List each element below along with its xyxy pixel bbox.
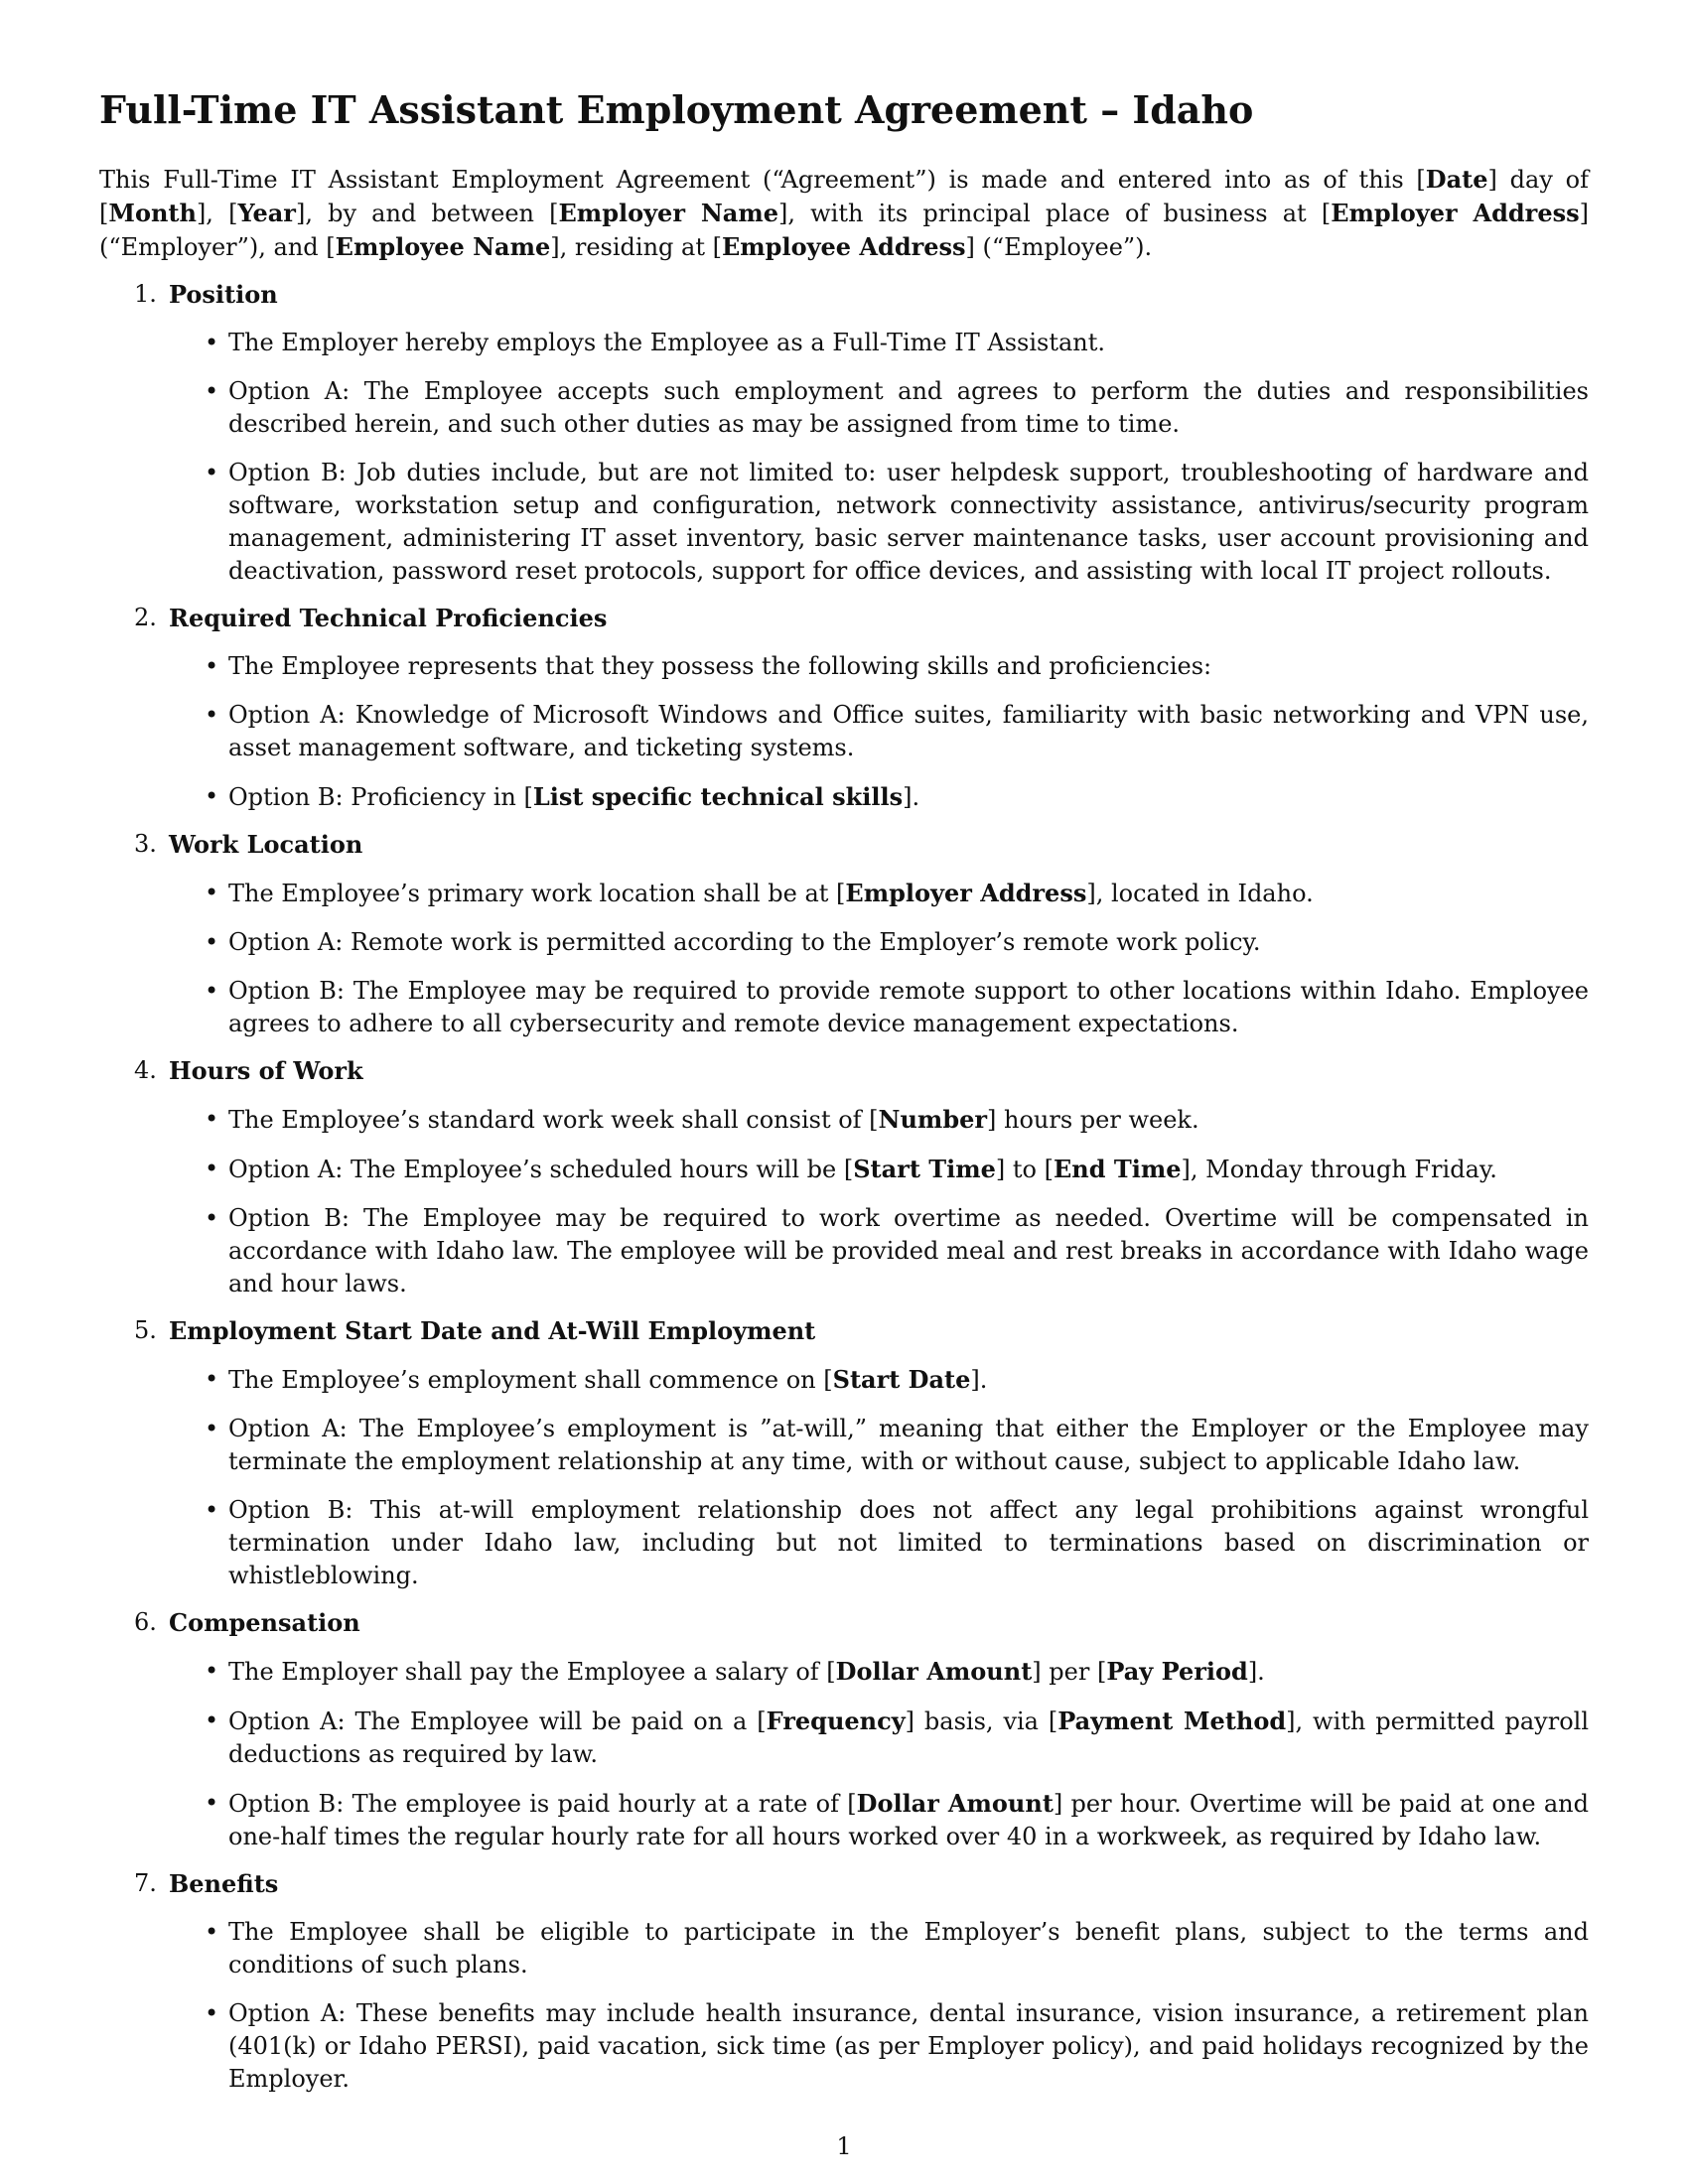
bullet-icon: •: [205, 376, 219, 405]
text-run: ], with permitted payroll deductions as required by law.: [228, 1706, 1590, 1768]
placeholder-field: Start Date: [832, 1364, 971, 1394]
placeholder-field: Number: [878, 1104, 988, 1134]
list-item: [169, 1153, 1589, 1186]
section-items: [169, 1655, 1589, 1853]
text-run: ] per hour. Overtime will be paid at one and one-half times the regular hourly rate for all hours worked over 40 in a workweek, as required by Idaho law.: [228, 1789, 1589, 1850]
sections-list: [99, 278, 1589, 2096]
bullet-icon: •: [205, 1154, 219, 1182]
text-run: Option A: The Employee’s employment is ”at-will,” meaning that either the Employer or the Employee may terminate the employment relationship at any time, with or without cause, subject to applicable Idaho law.: [228, 1414, 1589, 1475]
text-run: Option A: Knowledge of Microsoft Windows and Office suites, familiarity with basic networking and VPN use, asset management software, and ticketing systems.: [228, 700, 1589, 761]
section: [99, 278, 1589, 588]
text-run: ] basis, via [: [905, 1706, 1058, 1735]
text-run: Option B: The employee is paid hourly at a rate of [: [228, 1789, 857, 1818]
placeholder-field: Dollar Amount: [835, 1656, 1033, 1686]
text-run: The Employee represents that they possess the following skills and proficiencies:: [228, 651, 1212, 680]
section-items: [169, 1916, 1589, 2096]
bullet-icon: •: [205, 1998, 219, 2027]
bullet-icon: •: [205, 1495, 219, 1524]
section-items: [169, 877, 1589, 1040]
list-item: [169, 1494, 1589, 1592]
list-item: [169, 650, 1589, 683]
placeholder-field: Start Time: [853, 1154, 996, 1183]
list-item: [169, 1997, 1589, 2096]
text-run: ], [: [196, 199, 238, 227]
text-run: ] (“Employer”), and [: [99, 199, 1589, 261]
bullet-icon: •: [205, 1706, 219, 1734]
text-run: ] (“Employee”).: [965, 232, 1153, 261]
text-run: Option B: Proficiency in [: [228, 782, 533, 811]
bullet-icon: •: [205, 878, 219, 906]
intro-paragraph: [99, 163, 1589, 264]
section-number: 4.: [134, 1055, 157, 1084]
section-title: Employment Start Date and At-Will Employment: [169, 1315, 816, 1345]
document-title: Full-Time IT Assistant Employment Agreement – Idaho: [99, 87, 1254, 132]
list-item: [169, 699, 1589, 764]
section-title: Hours of Work: [169, 1055, 363, 1085]
text-run: ] day of [: [99, 165, 1590, 227]
section-title: Benefits: [169, 1868, 279, 1898]
section-items: [169, 650, 1589, 814]
list-item: [169, 457, 1589, 588]
list-item: [169, 780, 1589, 814]
text-run: ], residing at [: [550, 232, 722, 261]
text-run: The Employee’s primary work location shall be at [: [228, 879, 846, 907]
section-number: 5.: [134, 1315, 157, 1344]
section-items: [169, 1103, 1589, 1300]
section: [99, 828, 1589, 1040]
bullet-icon: •: [205, 328, 219, 356]
section-items: [169, 1363, 1589, 1592]
text-run: ] to [: [995, 1155, 1054, 1183]
bullet-icon: •: [205, 700, 219, 729]
text-run: Option B: This at-will employment relationship does not affect any legal prohibitions against wrongful termination under Idaho law, including but not limited to terminations based on discrimination or whistleblowing.: [228, 1495, 1589, 1589]
placeholder-field: End Time: [1053, 1154, 1182, 1183]
bullet-icon: •: [205, 1104, 219, 1133]
text-run: Option B: The Employee may be required to work overtime as needed. Overtime will be compensated in accordance with Idaho law. The employee will be provided meal and rest breaks in accordance with Idaho wage and hour laws.: [228, 1203, 1589, 1297]
placeholder-field: Pay Period: [1106, 1656, 1248, 1686]
list-item: [169, 1413, 1589, 1478]
list-item: [169, 1202, 1589, 1300]
placeholder-field: Date: [1425, 164, 1488, 194]
section: [99, 602, 1589, 814]
bullet-icon: •: [205, 1364, 219, 1393]
text-run: ] per [: [1032, 1657, 1107, 1686]
list-item: [169, 1705, 1589, 1771]
placeholder-field: Employee Name: [335, 231, 551, 261]
text-run: Option A: These benefits may include health insurance, dental insurance, vision insurance, a retirement plan (401(k) or Idaho PERSI), paid vacation, sick time (as per Employer policy), and paid holidays recognized by the Employer.: [228, 1998, 1589, 2093]
placeholder-field: Dollar Amount: [856, 1788, 1054, 1818]
text-run: ], Monday through Friday.: [1181, 1155, 1497, 1183]
list-item: [169, 1103, 1589, 1137]
bullet-icon: •: [205, 1656, 219, 1685]
text-run: Option A: Remote work is permitted according to the Employer’s remote work policy.: [228, 927, 1261, 956]
section-title: Work Location: [169, 829, 363, 859]
section-items: [169, 327, 1589, 588]
section-title: Compensation: [169, 1607, 360, 1637]
page-number: 1: [836, 2132, 852, 2160]
text-run: The Employee shall be eligible to participate in the Employer’s benefit plans, subject to the terms and conditions of such plans.: [228, 1917, 1589, 1979]
text-run: ], by and between [: [295, 199, 559, 227]
placeholder-field: Employer Name: [558, 198, 778, 227]
section: [99, 1314, 1589, 1592]
placeholder-field: Year: [237, 198, 296, 227]
text-run: ].: [970, 1365, 988, 1394]
list-item: [169, 375, 1589, 441]
placeholder-field: Payment Method: [1057, 1706, 1287, 1735]
list-item: [169, 1787, 1589, 1853]
section-title: Required Technical Proficiencies: [169, 603, 608, 632]
list-item: [169, 926, 1589, 959]
list-item: [169, 1655, 1589, 1689]
bullet-icon: •: [205, 927, 219, 956]
list-item: [169, 327, 1589, 359]
text-run: Option B: Job duties include, but are not limited to: user helpdesk support, troubleshooting of hardware and software, workstation setup and configuration, network connectivity assistance, antivirus/security program management, administering IT asset inventory, basic server maintenance tasks, user account provisioning and deactivation, password reset protocols, support for office devices, and assisting with local IT project rollouts.: [228, 458, 1589, 585]
text-run: Option A: The Employee will be paid on a [: [228, 1706, 767, 1735]
placeholder-field: Frequency: [766, 1706, 906, 1735]
bullet-icon: •: [205, 976, 219, 1005]
section-number: 7.: [134, 1868, 157, 1897]
list-item: [169, 1363, 1589, 1397]
list-item: [169, 1916, 1589, 1981]
text-run: The Employer hereby employs the Employee as a Full-Time IT Assistant.: [228, 328, 1105, 356]
text-run: Option A: The Employee’s scheduled hours will be [: [228, 1155, 854, 1183]
placeholder-field: List specific technical skills: [532, 781, 904, 811]
section-number: 3.: [134, 829, 157, 858]
placeholder-field: Employer Address: [845, 878, 1087, 907]
list-item: [169, 877, 1589, 910]
text-run: ], located in Idaho.: [1086, 879, 1314, 907]
placeholder-field: Month: [108, 198, 197, 227]
text-run: Option A: The Employee accepts such employment and agrees to perform the duties and responsibilities described herein, and such other duties as may be assigned from time to time.: [228, 376, 1589, 438]
bullet-icon: •: [205, 651, 219, 680]
list-item: [169, 975, 1589, 1040]
section: [99, 1606, 1589, 1853]
bullet-icon: •: [205, 1203, 219, 1232]
text-run: ].: [903, 782, 920, 811]
bullet-icon: •: [205, 1917, 219, 1946]
bullet-icon: •: [205, 1788, 219, 1817]
placeholder-field: Employer Address: [1331, 198, 1580, 227]
section-number: 6.: [134, 1607, 157, 1636]
section-number: 1.: [134, 279, 157, 308]
bullet-icon: •: [205, 781, 219, 810]
bullet-icon: •: [205, 458, 219, 486]
text-run: ], with its principal place of business at [: [777, 199, 1332, 227]
text-run: The Employer shall pay the Employee a salary of [: [228, 1657, 836, 1686]
text-run: ].: [1247, 1657, 1265, 1686]
bullet-icon: •: [205, 1414, 219, 1442]
text-run: Option B: The Employee may be required to provide remote support to other locations within Idaho. Employee agrees to adhere to all cybersecurity and remote device management expectations.: [228, 976, 1589, 1037]
section: [99, 1867, 1589, 2096]
document-page: [99, 87, 1589, 2096]
text-run: This Full-Time IT Assistant Employment Agreement (“Agreement”) is made and entered into as of this [: [99, 165, 1426, 194]
section-number: 2.: [134, 603, 157, 631]
section: [99, 1054, 1589, 1300]
placeholder-field: Employee Address: [721, 231, 966, 261]
text-run: The Employee’s standard work week shall consist of [: [228, 1105, 879, 1134]
text-run: The Employee’s employment shall commence on [: [228, 1365, 833, 1394]
section-title: Position: [169, 279, 278, 309]
text-run: ] hours per week.: [987, 1105, 1199, 1134]
